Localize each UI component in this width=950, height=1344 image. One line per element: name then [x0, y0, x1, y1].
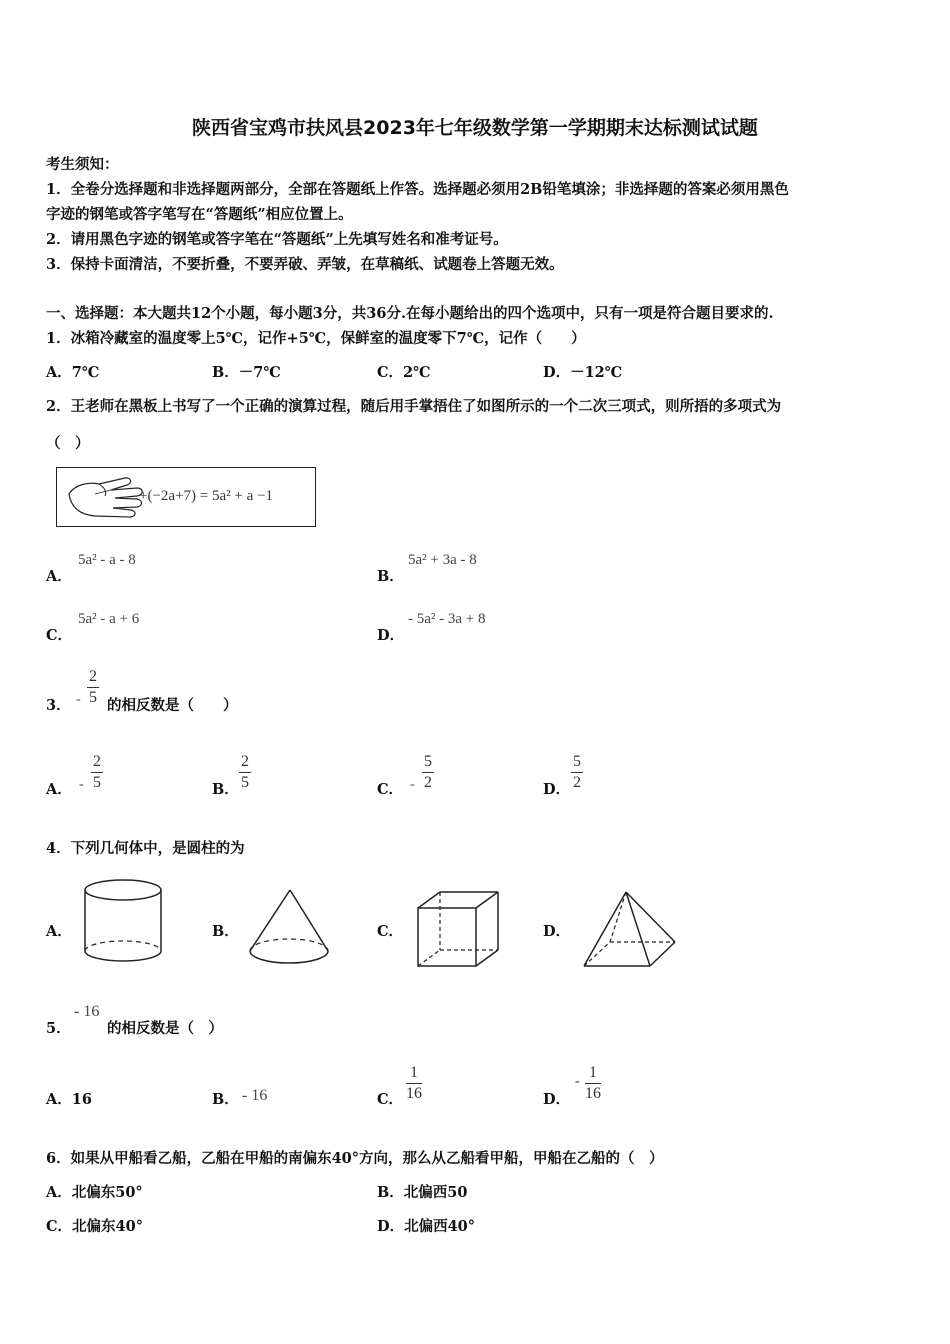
q1-option-d: D．－12℃: [543, 364, 623, 381]
q5-c-den: 16: [406, 1085, 422, 1102]
q3-frac-den: 5: [89, 689, 97, 706]
q3-number: 3．: [46, 697, 71, 714]
q5-option-d-fraction: [585, 1063, 601, 1104]
pyramid-icon: [580, 888, 680, 978]
q3-d-den: 2: [573, 774, 581, 791]
q5-option-c-fraction: [406, 1063, 422, 1104]
q3-option-c-fraction: [422, 752, 434, 793]
q2-option-d-label: D．: [377, 627, 405, 644]
q4-stem: 4．下列几何体中，是圆柱的为: [46, 840, 245, 857]
q5-c-num: 1: [406, 1063, 422, 1084]
q6-option-b: B．北偏西50: [377, 1184, 468, 1201]
q5-option-b-value: - 16: [242, 1087, 268, 1104]
q3-b-den: 5: [241, 774, 249, 791]
q4-option-a-label: A．: [46, 923, 72, 940]
q5-option-b-label: B．: [212, 1091, 239, 1108]
q3-option-c-label: C．: [377, 781, 404, 798]
notice-line-2: 2．请用黑色字迹的钢笔或答字笔在“答题纸”上先填写姓名和准考证号。: [46, 231, 508, 248]
q3-option-d-fraction: [571, 752, 583, 793]
cylinder-icon: [80, 878, 170, 968]
q3-option-c-sign: -: [410, 777, 415, 792]
cube-icon: [414, 888, 509, 978]
q5-number: 5．: [46, 1020, 71, 1037]
q2-option-a-label: A．: [46, 568, 72, 585]
q5-option-a: A．16: [46, 1091, 92, 1108]
q2-option-d-expr: - 5a² - 3a + 8: [408, 611, 486, 627]
q2-figure-expression: +(−2a+7) = 5a² + a −1: [139, 488, 273, 504]
q3-frac-num: 2: [87, 667, 99, 688]
q6-option-c: C．北偏东40°: [46, 1218, 143, 1235]
q3-minus: -: [76, 692, 81, 707]
q3-option-a-label: A．: [46, 781, 72, 798]
q2-option-c-label: C．: [46, 627, 73, 644]
q3-c-num: 5: [422, 752, 434, 773]
q2-option-a-expr: 5a² - a - 8: [78, 552, 136, 568]
q3-option-b-fraction: [239, 752, 251, 793]
q3-fraction: [87, 667, 99, 708]
notice-line-1a: 1．全卷分选择题和非选择题两部分，全部在答题纸上作答。选择题必须用2B铅笔填涂；非选择题的答案必须用黑色: [46, 181, 789, 198]
q3-d-num: 5: [571, 752, 583, 773]
q3-c-den: 2: [424, 774, 432, 791]
q3-option-d-label: D．: [543, 781, 571, 798]
q5-d-den: 16: [585, 1085, 601, 1102]
page-title: 陕西省宝鸡市扶风县2023年七年级数学第一学期期末达标测试试题: [192, 117, 758, 139]
q5-option-d-sign: -: [575, 1074, 580, 1089]
q2-stem-line2: （ ）: [46, 435, 90, 452]
q2-stem-line1: 2．王老师在黑板上书写了一个正确的演算过程，随后用手掌捂住了如图所示的一个二次三项式，则所捂的多项式为: [46, 398, 782, 415]
q1-option-c: C．2℃: [377, 364, 431, 381]
q3-b-num: 2: [239, 752, 251, 773]
q5-value: - 16: [74, 1003, 100, 1020]
q1-stem: 1．冰箱冷藏室的温度零上5℃，记作+5℃，保鲜室的温度零下7℃，记作（ ）: [46, 330, 586, 347]
q5-option-d-label: D．: [543, 1091, 571, 1108]
notice-line-1b: 字迹的钢笔或答字笔写在“答题纸”相应位置上。: [46, 206, 353, 223]
hand-icon: [65, 472, 145, 522]
notice-line-3: 3．保持卡面清洁，不要折叠，不要弄破、弄皱，在草稿纸、试题卷上答题无效。: [46, 256, 564, 273]
q5-d-num: 1: [585, 1063, 601, 1084]
q4-option-d-label: D．: [543, 923, 571, 940]
q3-stem: 的相反数是（ ）: [107, 697, 238, 714]
q2-option-c-expr: 5a² - a + 6: [78, 611, 140, 627]
notice-heading: 考生须知：: [46, 156, 119, 173]
q5-option-c-label: C．: [377, 1091, 404, 1108]
q4-option-c-label: C．: [377, 923, 404, 940]
q2-figure-box: [56, 467, 316, 527]
q3-a-den: 5: [93, 774, 101, 791]
q3-a-num: 2: [91, 752, 103, 773]
q3-option-b-label: B．: [212, 781, 239, 798]
q1-option-b: B．－7℃: [212, 364, 281, 381]
cone-icon: [247, 885, 337, 975]
q6-stem: 6．如果从甲船看乙船，乙船在甲船的南偏东40°方向，那么从乙船看甲船，甲船在乙船的（ ）: [46, 1150, 664, 1167]
q2-option-b-label: B．: [377, 568, 404, 585]
q1-option-a: A．7℃: [46, 364, 100, 381]
q2-option-b-expr: 5a² + 3a - 8: [408, 552, 477, 568]
q6-option-d: D．北偏西40°: [377, 1218, 476, 1235]
q3-option-a-sign: -: [79, 777, 84, 792]
q3-option-a-fraction: [91, 752, 103, 793]
section-heading: 一、选择题：本大题共12个小题，每小题3分，共36分.在每小题给出的四个选项中，只有一项是符合题目要求的.: [46, 305, 774, 322]
q4-option-b-label: B．: [212, 923, 239, 940]
q5-stem: 的相反数是（ ）: [107, 1020, 223, 1037]
q6-option-a: A．北偏东50°: [46, 1184, 143, 1201]
